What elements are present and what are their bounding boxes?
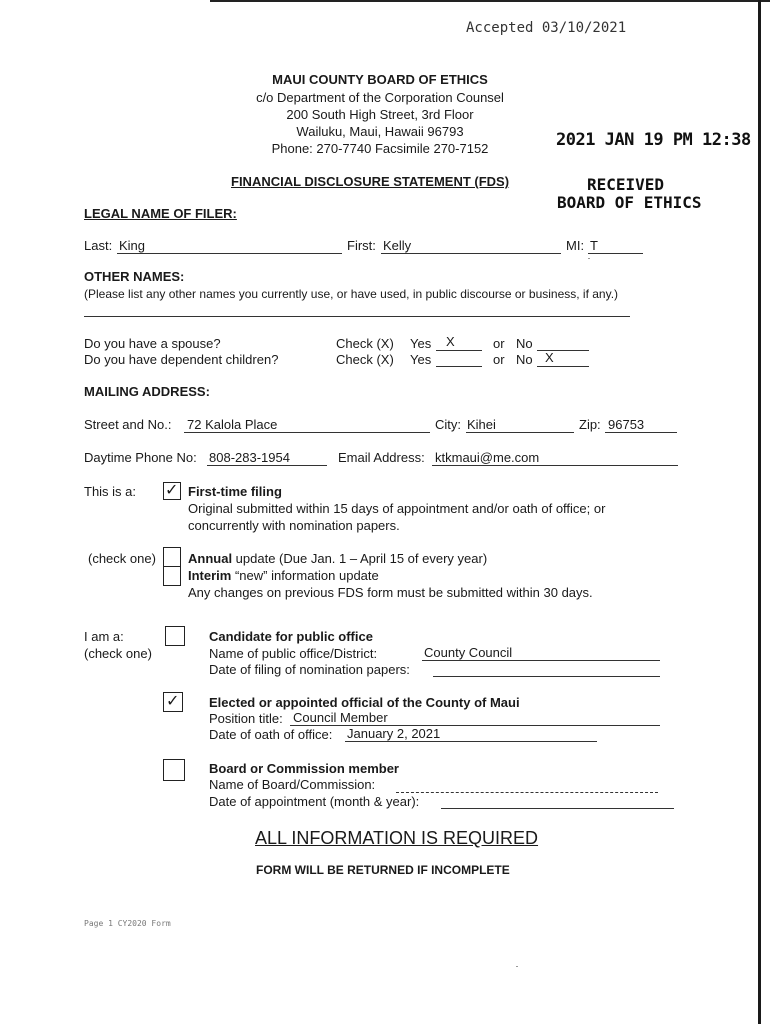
i-am-a-label: I am a: xyxy=(84,629,124,644)
city-underline xyxy=(466,432,574,433)
other-names-input-line[interactable] xyxy=(84,316,630,317)
candidate-checkbox[interactable] xyxy=(165,626,185,646)
first-name-label: First: xyxy=(347,238,376,253)
annual-desc: update (Due Jan. 1 – April 15 of every year) xyxy=(232,551,488,566)
position-label: Position title: xyxy=(209,711,283,726)
board-title: Board or Commission member xyxy=(209,761,399,776)
street-value[interactable]: 72 Kalola Place xyxy=(187,417,278,432)
candidate-office-label: Name of public office/District: xyxy=(209,646,378,661)
mailing-heading: MAILING ADDRESS: xyxy=(84,384,210,399)
first-time-checkbox[interactable] xyxy=(163,482,181,500)
spouse-yes-label: Yes xyxy=(410,336,432,351)
children-no-mark[interactable]: X xyxy=(545,350,554,365)
children-yes-label: Yes xyxy=(410,352,432,367)
position-value[interactable]: Council Member xyxy=(293,710,388,725)
children-no-line xyxy=(537,366,589,367)
mi-value[interactable]: T xyxy=(590,238,598,253)
children-yes-line[interactable] xyxy=(436,366,482,367)
phone-label: Daytime Phone No: xyxy=(84,450,197,465)
candidate-title: Candidate for public office xyxy=(209,629,373,644)
legal-name-heading: LEGAL NAME OF FILER: xyxy=(84,206,237,221)
city-label: City: xyxy=(435,417,461,432)
oath-label: Date of oath of office: xyxy=(209,727,333,742)
first-name-value[interactable]: Kelly xyxy=(383,238,412,253)
mi-underline xyxy=(588,253,643,254)
address-line-2: 200 South High Street, 3rd Floor xyxy=(286,107,474,122)
elected-title: Elected or appointed official of the County of Maui xyxy=(209,695,520,710)
scan-speck xyxy=(588,258,590,259)
children-check-label: Check (X) xyxy=(336,352,394,367)
first-time-desc-1: Original submitted within 15 days of appointment and/or oath of office; or xyxy=(188,501,606,516)
position-underline xyxy=(290,725,660,726)
children-no-label: No xyxy=(516,352,533,367)
address-line-3: Wailuku, Maui, Hawaii 96793 xyxy=(296,124,464,139)
street-underline xyxy=(184,432,430,433)
candidate-date-line[interactable] xyxy=(433,676,660,677)
received-stamp-line1: RECEIVED xyxy=(587,175,665,194)
spouse-yes-mark[interactable]: X xyxy=(446,334,455,349)
this-is-a-label: This is a: xyxy=(84,484,137,499)
board-checkbox[interactable] xyxy=(163,759,185,781)
interim-option xyxy=(188,568,379,583)
filing-check-one-label: (check one) xyxy=(88,551,156,566)
form-returned-notice: FORM WILL BE RETURNED IF INCOMPLETE xyxy=(256,863,510,877)
spouse-no-label: No xyxy=(516,336,533,351)
other-names-heading: OTHER NAMES: xyxy=(84,269,185,284)
address-line-4: Phone: 270-7740 Facsimile 270-7152 xyxy=(271,141,489,156)
check-mark-icon: ✓ xyxy=(166,693,180,710)
page-footer: Page 1 CY2020 Form xyxy=(84,919,171,928)
last-name-underline xyxy=(117,253,342,254)
address-line-1: c/o Department of the Corporation Counsel xyxy=(256,90,504,105)
street-label: Street and No.: xyxy=(84,417,172,432)
last-name-value[interactable]: King xyxy=(119,238,146,253)
right-edge-line xyxy=(758,0,761,1024)
annual-bold: Annual xyxy=(188,551,233,566)
board-name-label: Name of Board/Commission: xyxy=(209,777,376,792)
spouse-check-label: Check (X) xyxy=(336,336,394,351)
interim-bold: Interim xyxy=(188,568,232,583)
zip-underline xyxy=(605,432,677,433)
first-time-desc-2: concurrently with nomination papers. xyxy=(188,518,400,533)
role-check-one-label: (check one) xyxy=(84,646,152,661)
board-date-line[interactable] xyxy=(441,808,674,809)
first-name-underline xyxy=(381,253,561,254)
city-value[interactable]: Kihei xyxy=(467,417,496,432)
board-date-label: Date of appointment (month & year): xyxy=(209,794,420,809)
top-edge-line xyxy=(210,0,770,2)
interim-desc: “new” information update xyxy=(231,568,379,583)
candidate-office-value[interactable]: County Council xyxy=(424,645,513,660)
zip-label: Zip: xyxy=(579,417,601,432)
received-time-stamp: 2021 JAN 19 PM 12:38 xyxy=(556,130,751,150)
oath-value[interactable]: January 2, 2021 xyxy=(347,726,441,741)
children-question: Do you have dependent children? xyxy=(84,352,279,367)
form-title: FINANCIAL DISCLOSURE STATEMENT (FDS) xyxy=(231,174,510,189)
annual-option xyxy=(188,551,487,566)
received-stamp-line2: BOARD OF ETHICS xyxy=(557,193,702,212)
board-title: MAUI COUNTY BOARD OF ETHICS xyxy=(272,72,488,87)
zip-value[interactable]: 96753 xyxy=(608,417,645,432)
email-value[interactable]: ktkmaui@me.com xyxy=(435,450,540,465)
candidate-date-label: Date of filing of nomination papers: xyxy=(209,662,410,677)
candidate-office-underline xyxy=(422,660,660,661)
check-mark-icon: ✓ xyxy=(165,482,179,499)
spouse-or: or xyxy=(493,336,505,351)
other-names-instruction: (Please list any other names you currently use, or have used, in public discourse or business, if any.) xyxy=(84,287,619,301)
first-time-title: First-time filing xyxy=(188,484,282,499)
spouse-yes-line xyxy=(436,350,482,351)
phone-underline xyxy=(207,465,327,466)
email-underline xyxy=(432,465,678,466)
accepted-stamp: Accepted 03/10/2021 xyxy=(466,20,627,36)
elected-checkbox[interactable] xyxy=(163,692,183,712)
changes-note: Any changes on previous FDS form must be submitted within 30 days. xyxy=(188,585,593,600)
board-name-line[interactable] xyxy=(396,792,658,794)
last-name-label: Last: xyxy=(84,238,113,253)
email-label: Email Address: xyxy=(338,450,425,465)
mi-label: MI: xyxy=(566,238,585,253)
children-or: or xyxy=(493,352,505,367)
spouse-question: Do you have a spouse? xyxy=(84,336,221,351)
oath-underline xyxy=(345,741,597,742)
scan-speck xyxy=(516,966,518,967)
phone-value[interactable]: 808-283-1954 xyxy=(209,450,290,465)
interim-checkbox[interactable] xyxy=(163,566,181,586)
annual-checkbox[interactable] xyxy=(163,547,181,567)
all-info-required: ALL INFORMATION IS REQUIRED xyxy=(255,828,539,848)
